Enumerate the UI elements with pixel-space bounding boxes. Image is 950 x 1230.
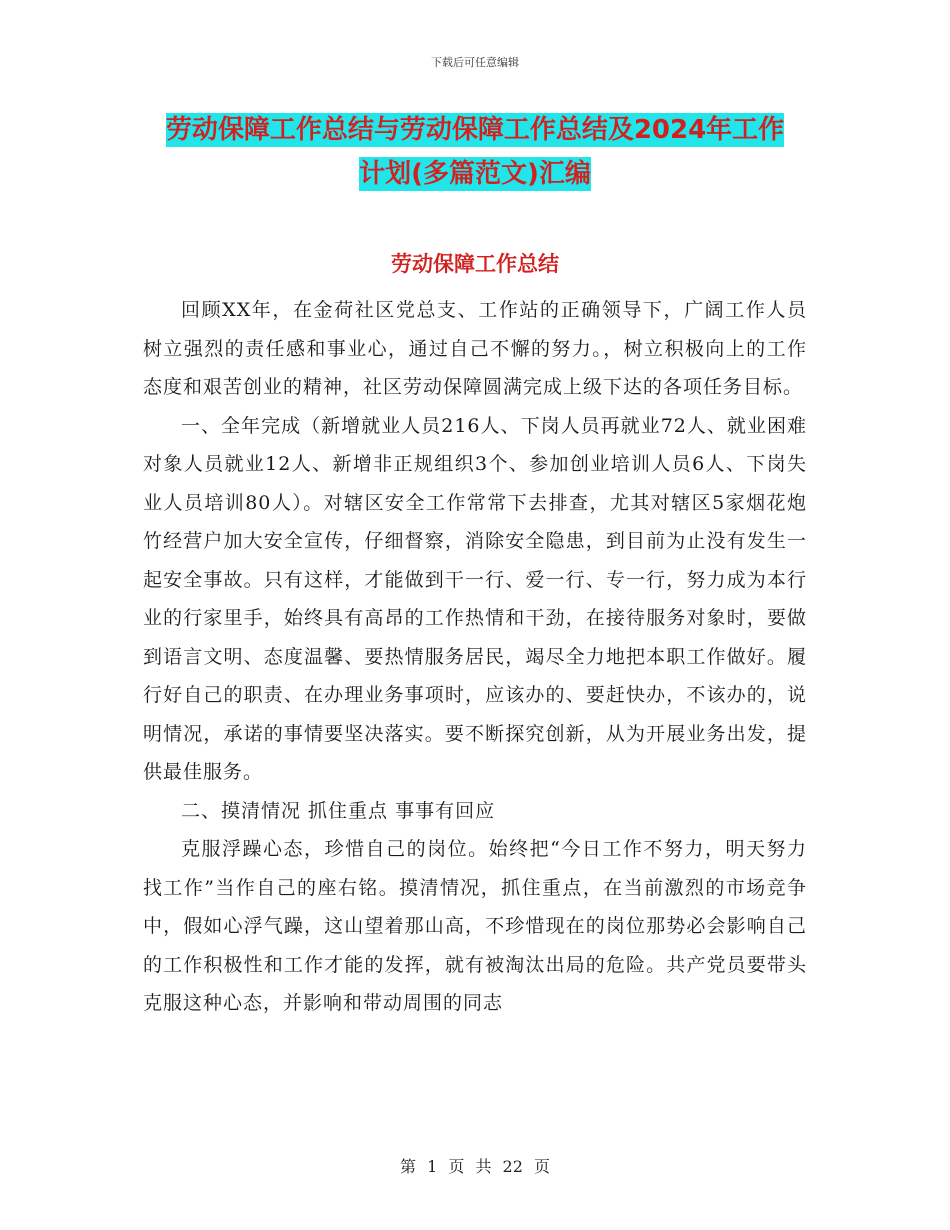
page-header-note: 下载后可任意编辑 bbox=[431, 56, 519, 69]
paragraph-review: 回顾XX年，在金荷社区党总支、工作站的正确领导下，广阔工作人员树立强烈的责任感和事业心，通过自己不懈的努力。，树立积极向上的工作态度和艰苦创业的精神，社区劳动保障圆满完成上级下达的各项任务目标。 bbox=[143, 299, 807, 398]
section-title: 劳动保障工作总结 bbox=[391, 252, 559, 276]
paragraph-annual-results: 一、全年完成（新增就业人员216人、下岗人员再就业72人、就业困难对象人员就业12人、新增非正规组织3个、参加创业培训人员6人、下岗失业人员培训80人）。对辖区安全工作常常下去排查，尤其对辖区5家烟花炮竹经营户加大安全宣传，仔细督察，消除安全隐患，到目前为止没有发生一起安全事故。只有这样，才能做到干一行、爱一行、专一行，努力成为本行业的行家里手，始终具有高昂的工作热情和干劲，在接待服务对象时，要做到语言文明、态度温馨、要热情服务居民，竭尽全力地把本职工作做好。履行好自己的职责、在办理业务事项时，应该办的、要赶快办，不该办的，说明情况，承诺的事情要坚决落实。要不断探究创新，从为开展业务出发，提供最佳服务。 bbox=[143, 414, 807, 783]
page-number-footer: 第 1 页 共 22 页 bbox=[400, 1157, 550, 1176]
document-title bbox=[140, 108, 810, 196]
document-title-line-1: 劳动保障工作总结与劳动保障工作总结及2024年工作 bbox=[165, 115, 785, 145]
document-body bbox=[143, 291, 807, 1023]
paragraph-heading-two: 二、摸清情况 抓住重点 事事有回应 bbox=[181, 799, 496, 822]
document-title-line-2: 计划(多篇范文)汇编 bbox=[359, 159, 591, 189]
paragraph-overcome-impetuosity: 克服浮躁心态，珍惜自己的岗位。始终把“今日工作不努力，明天努力找工作”当作自己的座右铭。摸清情况，抓住重点，在当前激烈的市场竞争中，假如心浮气躁，这山望着那山高，不珍惜现在的岗位那势必会影响自己的工作积极性和工作才能的发挥，就有被淘汰出局的危险。共产党员要带头克服这种心态，并影响和带动周围的同志 bbox=[143, 838, 807, 1014]
